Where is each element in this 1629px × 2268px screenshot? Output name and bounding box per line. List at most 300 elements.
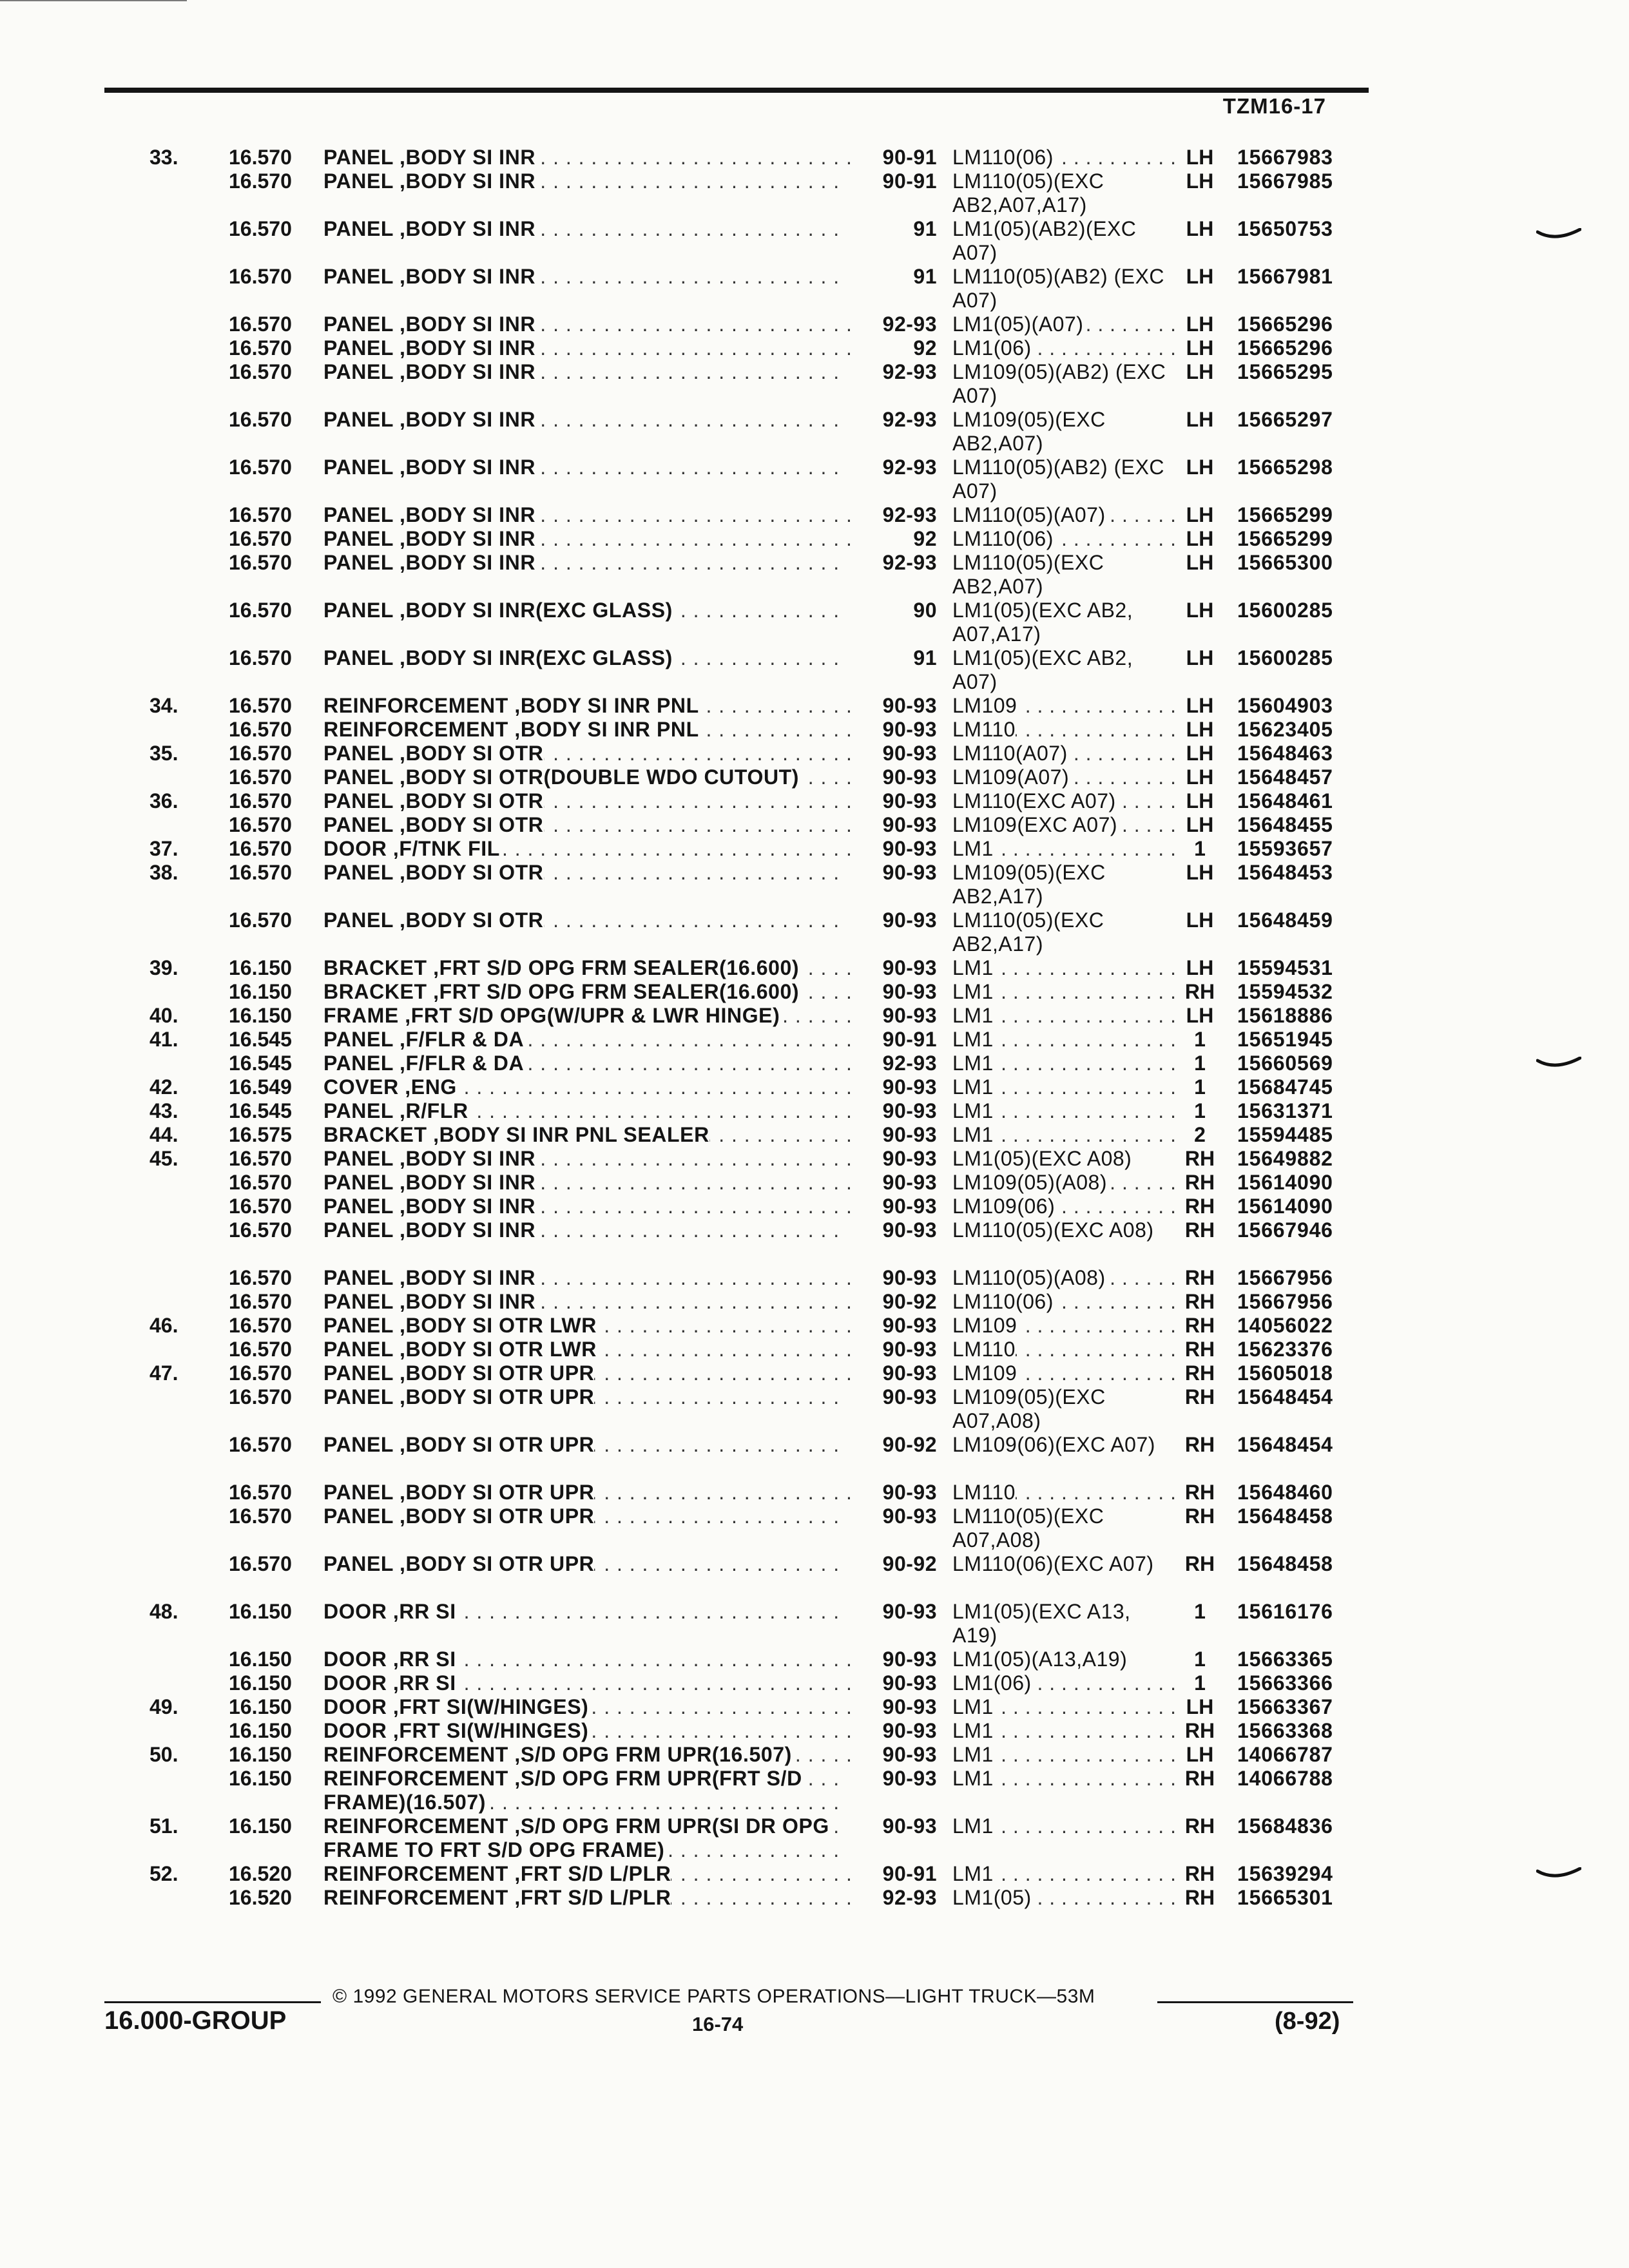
part-number: 15594532 xyxy=(1237,980,1333,1003)
model-years: 90-93 xyxy=(882,956,937,979)
part-number: 15660569 xyxy=(1237,1052,1333,1075)
table-row xyxy=(0,1743,1629,1767)
ref-number: 46. xyxy=(149,1314,178,1337)
part-description-text: REINFORCEMENT ,BODY SI INR PNL xyxy=(323,694,699,717)
group-number: 16.570 xyxy=(229,1290,292,1313)
model-application-text: LM1(05)(EXC AB2, A07) xyxy=(952,646,1133,693)
model-application xyxy=(952,1481,1175,1504)
model-years: 92-93 xyxy=(882,503,937,526)
part-description-text: PANEL ,BODY SI OTR UPR xyxy=(323,1481,595,1504)
model-application xyxy=(952,1123,1175,1147)
model-application xyxy=(952,1028,1175,1052)
part-description-text: PANEL ,BODY SI INR xyxy=(323,527,536,550)
part-description-text: PANEL ,BODY SI INR xyxy=(323,1171,536,1194)
group-number: 16.150 xyxy=(229,1648,292,1671)
model-years: 90-93 xyxy=(882,1481,937,1504)
table-row xyxy=(0,1195,1629,1218)
part-description xyxy=(323,956,852,980)
quantity: LH xyxy=(1186,336,1214,360)
part-number: 15605018 xyxy=(1237,1361,1333,1385)
part-description-text: PANEL ,BODY SI INR xyxy=(323,146,536,169)
model-years: 92-93 xyxy=(882,408,937,431)
part-description xyxy=(323,765,852,789)
part-description-text: PANEL ,BODY SI INR xyxy=(323,169,536,193)
group-label: 16.000-GROUP xyxy=(104,2006,287,2035)
part-description-text: PANEL ,BODY SI INR xyxy=(323,265,536,288)
quantity: LH xyxy=(1186,360,1214,383)
table-row xyxy=(0,1290,1629,1314)
header-rule xyxy=(104,88,1369,93)
model-application-text: LM1(06) xyxy=(952,336,1032,360)
model-application xyxy=(952,813,1175,837)
part-number: 15663365 xyxy=(1237,1648,1333,1671)
model-application-text: LM1(06) xyxy=(952,1671,1032,1695)
group-number: 16.570 xyxy=(229,1552,292,1575)
table-row xyxy=(0,265,1629,312)
part-number: 15667956 xyxy=(1237,1290,1333,1313)
group-number: 16.570 xyxy=(229,1433,292,1456)
group-number: 16.570 xyxy=(229,503,292,526)
model-application-text: LM110(05)(EXC A07,A08) xyxy=(952,1504,1104,1552)
model-application xyxy=(952,980,1175,1004)
parts-list xyxy=(0,146,1629,1910)
page-number: 16-74 xyxy=(692,2013,744,2035)
model-years: 90-92 xyxy=(882,1290,937,1313)
model-application-text: LM110(06) xyxy=(952,1290,1054,1313)
model-application-text: LM109 xyxy=(952,1361,1017,1385)
model-application-text: LM1(05)(AB2)(EXC A07) xyxy=(952,217,1137,264)
part-description xyxy=(323,360,852,384)
part-description-text: PANEL ,BODY SI OTR LWR xyxy=(323,1338,597,1361)
table-row xyxy=(0,312,1629,336)
model-application xyxy=(952,765,1175,789)
part-number: 15667946 xyxy=(1237,1218,1333,1242)
group-number: 16.570 xyxy=(229,837,292,860)
group-number: 16.549 xyxy=(229,1075,292,1099)
quantity: LH xyxy=(1186,265,1214,288)
ref-number: 43. xyxy=(149,1099,178,1122)
part-number: 15648459 xyxy=(1237,908,1333,932)
model-application xyxy=(952,456,1175,503)
ref-number: 35. xyxy=(149,742,178,765)
table-row xyxy=(0,1552,1629,1600)
ref-number: 50. xyxy=(149,1743,178,1766)
part-number: 15594531 xyxy=(1237,956,1333,979)
part-number: 15665298 xyxy=(1237,456,1333,479)
group-number: 16.150 xyxy=(229,1004,292,1027)
model-application xyxy=(952,408,1175,456)
model-application xyxy=(952,265,1175,312)
group-number: 16.570 xyxy=(229,456,292,479)
model-application-text: LM110 xyxy=(952,1338,1016,1361)
part-description-text: PANEL ,BODY SI OTR xyxy=(323,908,544,932)
model-application xyxy=(952,908,1175,956)
quantity: RH xyxy=(1184,1361,1215,1385)
model-years: 90-93 xyxy=(882,1385,937,1408)
part-description xyxy=(323,742,852,765)
part-description-text: PANEL ,BODY SI INR(EXC GLASS) xyxy=(323,646,673,669)
model-application-text: LM110(05)(EXC A08) xyxy=(952,1218,1154,1242)
part-number: 15648453 xyxy=(1237,861,1333,884)
table-row xyxy=(0,1147,1629,1171)
group-number: 16.545 xyxy=(229,1028,292,1051)
model-years: 90-93 xyxy=(882,908,937,932)
part-description xyxy=(323,1218,852,1242)
model-application xyxy=(952,1695,1175,1719)
part-number: 15663366 xyxy=(1237,1671,1333,1695)
revision-date: (8-92) xyxy=(1275,2008,1340,2035)
part-description-text: PANEL ,R/FLR xyxy=(323,1099,468,1122)
ref-number: 49. xyxy=(149,1695,178,1718)
group-number: 16.570 xyxy=(229,1481,292,1504)
part-description-text: DOOR ,FRT SI(W/HINGES) xyxy=(323,1719,589,1742)
model-application xyxy=(952,1600,1175,1648)
part-description-text: PANEL ,BODY SI OTR UPR xyxy=(323,1552,595,1575)
model-years: 90-93 xyxy=(882,1314,937,1337)
part-description-text: REINFORCEMENT ,S/D OPG FRM UPR(16.507) xyxy=(323,1743,792,1766)
model-years: 90-93 xyxy=(882,1671,937,1695)
part-number: 15618886 xyxy=(1237,1004,1333,1027)
model-application-text: LM1 xyxy=(952,1004,994,1027)
model-application-text: LM109(06) xyxy=(952,1195,1055,1218)
model-application xyxy=(952,694,1175,718)
part-number: 15648455 xyxy=(1237,813,1333,836)
group-number: 16.150 xyxy=(229,1743,292,1766)
model-application xyxy=(952,956,1175,980)
part-number: 14056022 xyxy=(1237,1314,1333,1337)
part-description-text: PANEL ,BODY SI OTR xyxy=(323,742,544,765)
part-description xyxy=(323,408,852,432)
table-row xyxy=(0,813,1629,837)
model-years: 90-91 xyxy=(882,146,937,169)
part-description-text: PANEL ,BODY SI INR xyxy=(323,360,536,383)
part-number: 15614090 xyxy=(1237,1195,1333,1218)
part-description xyxy=(323,646,852,670)
table-row xyxy=(0,599,1629,646)
table-row xyxy=(0,551,1629,599)
model-years: 90-93 xyxy=(882,1338,937,1361)
quantity: RH xyxy=(1184,1433,1215,1456)
model-years: 92-93 xyxy=(882,456,937,479)
part-description xyxy=(323,1695,852,1719)
group-number: 16.570 xyxy=(229,1361,292,1385)
table-row xyxy=(0,1671,1629,1695)
model-application xyxy=(952,789,1175,813)
part-number: 15665299 xyxy=(1237,527,1333,550)
model-years: 90-91 xyxy=(882,1028,937,1051)
part-number: 15594485 xyxy=(1237,1123,1333,1146)
ref-number: 52. xyxy=(149,1862,178,1885)
part-description xyxy=(323,1361,852,1385)
table-row xyxy=(0,527,1629,551)
model-years: 90-93 xyxy=(882,1099,937,1122)
quantity: LH xyxy=(1186,217,1214,240)
part-description-text: PANEL ,BODY SI INR(EXC GLASS) xyxy=(323,599,673,622)
model-application-text: LM110(EXC A07) xyxy=(952,789,1116,812)
part-description xyxy=(323,1338,852,1361)
model-application-text: LM109(05)(EXC A07,A08) xyxy=(952,1385,1106,1432)
part-number: 15639294 xyxy=(1237,1862,1333,1885)
model-application-text: LM109(06)(EXC A07) xyxy=(952,1433,1155,1456)
model-years: 92-93 xyxy=(882,312,937,336)
group-number: 16.570 xyxy=(229,813,292,836)
part-description-text: PANEL ,BODY SI INR xyxy=(323,217,536,240)
model-application-text: LM1(05)(A13,A19) xyxy=(952,1648,1128,1671)
model-years: 90-93 xyxy=(882,1767,937,1790)
model-application-text: LM110(05)(AB2) (EXC A07) xyxy=(952,456,1165,503)
model-application xyxy=(952,1814,1175,1838)
model-application-text: LM1 xyxy=(952,1862,994,1885)
model-application xyxy=(952,1099,1175,1123)
model-years: 92-93 xyxy=(882,1052,937,1075)
ref-number: 41. xyxy=(149,1028,178,1051)
part-description-text: PANEL ,BODY SI OTR UPR xyxy=(323,1385,595,1408)
model-application xyxy=(952,1886,1175,1910)
quantity: 1 xyxy=(1194,1052,1206,1075)
part-number: 15593657 xyxy=(1237,837,1333,860)
model-application xyxy=(952,312,1175,336)
part-description-text: PANEL ,BODY SI INR xyxy=(323,336,536,360)
model-years: 90-93 xyxy=(882,1266,937,1289)
table-row xyxy=(0,360,1629,408)
table-row xyxy=(0,169,1629,217)
model-application-text: LM109(05)(EXC AB2,A07) xyxy=(952,408,1106,455)
group-number: 16.570 xyxy=(229,360,292,383)
model-years: 90-93 xyxy=(882,1743,937,1766)
quantity: LH xyxy=(1186,813,1214,836)
model-years: 91 xyxy=(913,265,937,288)
model-application-text: LM1 xyxy=(952,1743,994,1766)
model-application xyxy=(952,1767,1175,1791)
model-application-text: LM110(05)(EXC AB2,A17) xyxy=(952,908,1104,956)
model-years: 90-93 xyxy=(882,1004,937,1027)
model-years: 90 xyxy=(913,599,937,622)
model-application xyxy=(952,1052,1175,1075)
group-number: 16.570 xyxy=(229,312,292,336)
model-application-text: LM1 xyxy=(952,1814,994,1838)
part-description xyxy=(323,1266,852,1290)
model-application xyxy=(952,360,1175,408)
part-description xyxy=(323,1052,852,1075)
part-description xyxy=(323,1314,852,1338)
quantity: RH xyxy=(1184,1814,1215,1838)
part-description-text: PANEL ,BODY SI OTR(DOUBLE WDO CUTOUT) xyxy=(323,765,800,789)
model-application xyxy=(952,599,1175,646)
group-number: 16.570 xyxy=(229,646,292,669)
model-application-text: LM1 xyxy=(952,980,994,1003)
part-number: 15648458 xyxy=(1237,1552,1333,1575)
model-years: 90-93 xyxy=(882,1123,937,1146)
ref-number: 38. xyxy=(149,861,178,884)
quantity: LH xyxy=(1186,1004,1214,1027)
part-number: 15665297 xyxy=(1237,408,1333,431)
table-row xyxy=(0,1648,1629,1671)
quantity: RH xyxy=(1184,980,1215,1003)
model-application-text: LM110(05)(A08) xyxy=(952,1266,1106,1289)
group-number: 16.150 xyxy=(229,1719,292,1742)
table-row xyxy=(0,837,1629,861)
part-description-text: PANEL ,BODY SI OTR xyxy=(323,861,544,884)
part-description-text: BRACKET ,FRT S/D OPG FRM SEALER(16.600) xyxy=(323,956,800,979)
part-description xyxy=(323,1552,852,1576)
ref-number: 42. xyxy=(149,1075,178,1099)
part-description xyxy=(323,217,852,241)
quantity: 1 xyxy=(1194,1648,1206,1671)
model-application-text: LM1(05)(EXC AB2, A07,A17) xyxy=(952,599,1133,646)
part-description xyxy=(323,1147,852,1171)
part-number: 14066787 xyxy=(1237,1743,1333,1766)
table-row xyxy=(0,718,1629,742)
table-row xyxy=(0,1385,1629,1433)
group-number: 16.570 xyxy=(229,1266,292,1289)
model-application-text: LM1(05)(EXC A13, A19) xyxy=(952,1600,1131,1647)
model-years: 90-93 xyxy=(882,1361,937,1385)
part-description-text: REINFORCEMENT ,FRT S/D L/PLR xyxy=(323,1862,671,1885)
model-application xyxy=(952,1433,1175,1457)
part-description-text: PANEL ,BODY SI OTR UPR xyxy=(323,1361,595,1385)
ref-number: 34. xyxy=(149,694,178,717)
part-description-text: PANEL ,BODY SI INR xyxy=(323,1147,536,1170)
model-application-text: LM109 xyxy=(952,694,1017,717)
part-description-text: COVER ,ENG xyxy=(323,1075,457,1099)
model-application xyxy=(952,1719,1175,1743)
part-description xyxy=(323,1600,852,1624)
model-application xyxy=(952,1171,1175,1195)
ref-number: 45. xyxy=(149,1147,178,1170)
part-description xyxy=(323,456,852,479)
ref-number: 47. xyxy=(149,1361,178,1385)
quantity: 1 xyxy=(1194,1028,1206,1051)
group-number: 16.570 xyxy=(229,789,292,812)
model-years: 90-93 xyxy=(882,1814,937,1838)
model-years: 90-93 xyxy=(882,1504,937,1528)
part-description xyxy=(323,1075,852,1099)
part-description xyxy=(323,599,852,622)
part-description-text: PANEL ,BODY SI INR xyxy=(323,503,536,526)
model-years: 90-93 xyxy=(882,1695,937,1718)
model-application-text: LM1 xyxy=(952,956,994,979)
model-application xyxy=(952,503,1175,527)
part-description xyxy=(323,1290,852,1314)
model-application xyxy=(952,646,1175,694)
quantity: RH xyxy=(1184,1218,1215,1242)
table-row xyxy=(0,861,1629,908)
model-application xyxy=(952,1290,1175,1314)
model-application xyxy=(952,1266,1175,1290)
part-description-text: PANEL ,BODY SI INR xyxy=(323,456,536,479)
part-number: 15665301 xyxy=(1237,1886,1333,1909)
quantity: LH xyxy=(1186,718,1214,741)
check-mark-icon xyxy=(1536,1057,1581,1071)
group-number: 16.575 xyxy=(229,1123,292,1146)
part-number: 15631371 xyxy=(1237,1099,1333,1122)
model-years: 90-93 xyxy=(882,1600,937,1623)
model-application-text: LM1 xyxy=(952,1099,994,1122)
model-years: 90-93 xyxy=(882,742,937,765)
quantity: LH xyxy=(1186,694,1214,717)
quantity: RH xyxy=(1184,1266,1215,1289)
group-number: 16.570 xyxy=(229,694,292,717)
part-number: 15623376 xyxy=(1237,1338,1333,1361)
part-description-text: BRACKET ,BODY SI INR PNL SEALER xyxy=(323,1123,709,1146)
part-description xyxy=(323,1648,852,1671)
part-description xyxy=(323,980,852,1004)
part-number: 15649882 xyxy=(1237,1147,1333,1170)
part-description-text: PANEL ,BODY SI OTR xyxy=(323,813,544,836)
model-application-text: LM109(05)(EXC AB2,A17) xyxy=(952,861,1106,908)
model-application-text: LM1(05)(A07) xyxy=(952,312,1084,336)
quantity: RH xyxy=(1184,1504,1215,1528)
part-description xyxy=(323,146,852,169)
part-number: 15667981 xyxy=(1237,265,1333,288)
model-application-text: LM1(05)(EXC A08) xyxy=(952,1147,1132,1170)
model-application-text: LM1(05) xyxy=(952,1886,1032,1909)
model-application xyxy=(952,1743,1175,1767)
model-application-text: LM110(06) xyxy=(952,146,1054,169)
model-application-text: LM109 xyxy=(952,1314,1017,1337)
model-application xyxy=(952,1648,1175,1671)
quantity: 1 xyxy=(1194,1075,1206,1099)
part-number: 15604903 xyxy=(1237,694,1333,717)
model-application xyxy=(952,1004,1175,1028)
model-years: 90-93 xyxy=(882,1719,937,1742)
quantity: LH xyxy=(1186,312,1214,336)
part-number: 15665300 xyxy=(1237,551,1333,574)
table-row xyxy=(0,1719,1629,1743)
part-description-text: PANEL ,BODY SI INR xyxy=(323,408,536,431)
model-years: 90-93 xyxy=(882,1075,937,1099)
table-row xyxy=(0,1338,1629,1361)
model-years: 90-91 xyxy=(882,169,937,193)
model-years: 90-93 xyxy=(882,1648,937,1671)
model-application-text: LM1 xyxy=(952,1695,994,1718)
model-years: 90-93 xyxy=(882,837,937,860)
part-description xyxy=(323,1171,852,1195)
model-application-text: LM1 xyxy=(952,1719,994,1742)
part-description xyxy=(323,503,852,527)
model-years: 90-93 xyxy=(882,980,937,1003)
quantity: LH xyxy=(1186,646,1214,669)
part-number: 15665299 xyxy=(1237,503,1333,526)
part-description xyxy=(323,1862,852,1886)
quantity: RH xyxy=(1184,1314,1215,1337)
group-number: 16.570 xyxy=(229,1171,292,1194)
table-row xyxy=(0,1218,1629,1266)
part-description-text: REINFORCEMENT ,S/D OPG FRM UPR(SI DR OPG FRAME TO FRT S/D OPG FRAME) xyxy=(323,1814,829,1861)
model-years: 92 xyxy=(913,336,937,360)
model-application xyxy=(952,217,1175,265)
part-description xyxy=(323,1671,852,1695)
model-years: 90-93 xyxy=(882,1195,937,1218)
part-description xyxy=(323,1814,852,1862)
model-years: 90-93 xyxy=(882,813,937,836)
model-years: 92-93 xyxy=(882,1886,937,1909)
quantity: LH xyxy=(1186,599,1214,622)
part-description xyxy=(323,694,852,718)
part-description xyxy=(323,265,852,289)
quantity: RH xyxy=(1184,1719,1215,1742)
part-description xyxy=(323,312,852,336)
quantity: RH xyxy=(1184,1385,1215,1408)
table-row xyxy=(0,1028,1629,1052)
ref-number: 37. xyxy=(149,837,178,860)
part-number: 15648458 xyxy=(1237,1504,1333,1528)
model-years: 90-93 xyxy=(882,1171,937,1194)
model-application-text: LM109(05)(A08) xyxy=(952,1171,1107,1194)
group-number: 16.570 xyxy=(229,599,292,622)
model-application xyxy=(952,1338,1175,1361)
model-years: 92-93 xyxy=(882,551,937,574)
